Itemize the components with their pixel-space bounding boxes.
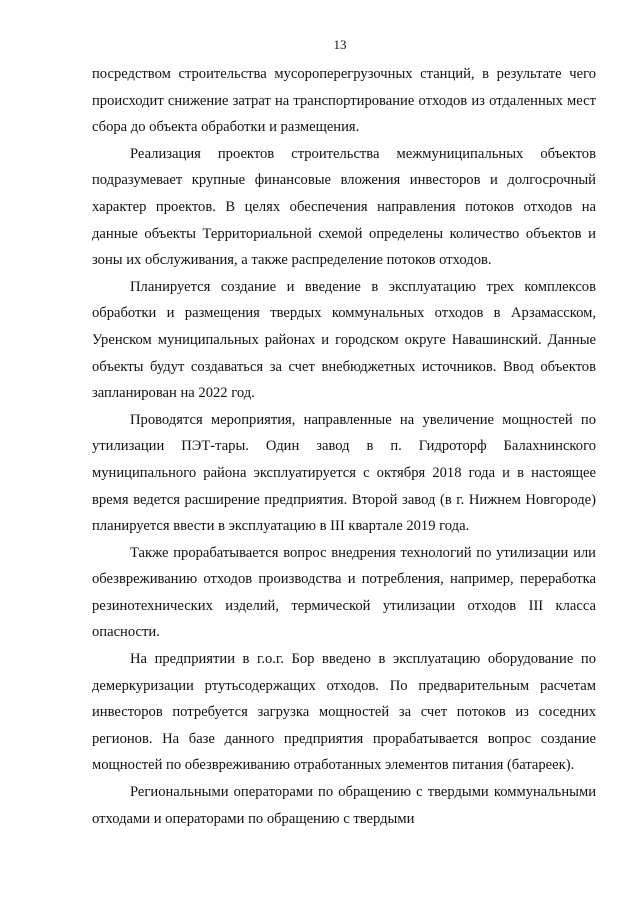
paragraph-intermunicipal-projects: Реализация проектов строительства межмуниципальных объектов подразумевает крупные финансовые вложения инвесторов и долгосрочный характер проектов. В целях обеспечения направления потоков отходов на данные объекты Территориальной схемой определены количество объектов и зоны их обслуживания, а также распределение потоков отходов. <box>92 145 596 269</box>
paragraph-planned-complexes: Планируется создание и введение в эксплуатацию трех комплексов обработки и размещения твердых коммунальных отходов в Арзамасском, Уренском муниципальных районах и городском округе Навашинский. Данные объекты будут создаваться за счет внебюджетных источников. Ввод объектов запланирован на 2022 год. <box>92 278 596 402</box>
paragraph-technologies: Также прорабатывается вопрос внедрения технологий по утилизации или обезвреживанию отходов производства и потребления, например, переработка резинотехнических изделий, термической утилизации отходов III класса опасности. <box>92 544 596 641</box>
paragraph-regional-operators: Региональными операторами по обращению с твердыми коммунальными отходами и операторами по обращению с твердыми <box>92 784 596 827</box>
page-number: 13 <box>333 37 347 52</box>
paragraph-demercurization: На предприятии в г.о.г. Бор введено в эксплуатацию оборудование по демеркуризации ртутьсодержащих отходов. По предварительным расчетам инвесторов потребуется загрузка мощностей за счет потоков из соседних регионов. На базе данного предприятия прорабатывается вопрос создание мощностей по обезвреживанию отработанных элементов питания (батареек). <box>92 651 596 774</box>
paragraph-continuation: посредством строительства мусороперегрузочных станций, в результате чего происходит снижение затрат на транспортирование отходов из отдаленных мест сбора до объекта обработки и размещения. <box>92 66 596 136</box>
document-body <box>92 61 596 832</box>
paragraph-pet-recycling: Проводятся мероприятия, направленные на увеличение мощностей по утилизации ПЭТ-тары. Один завод в п. Гидроторф Балахнинского муниципального района эксплуатируется с октября 2018 года и в настоящее время ведется расширение предприятия. Второй завод (в г. Нижнем Новгороде) планируется ввести в эксплуатацию в III квартале 2019 года. <box>92 411 596 535</box>
